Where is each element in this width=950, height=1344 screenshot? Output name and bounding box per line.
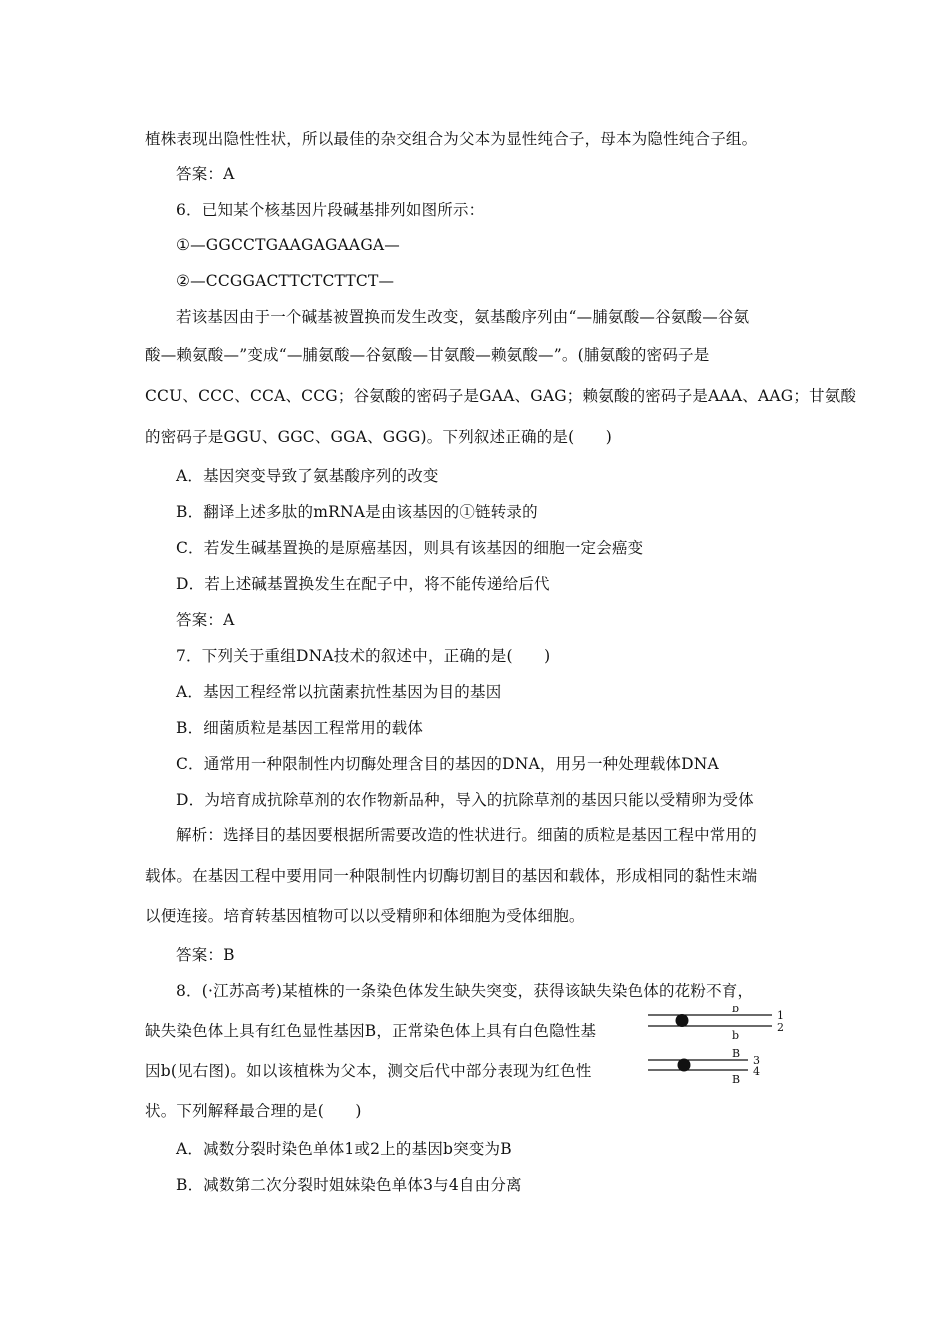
answer-line: 答案：A <box>176 611 235 629</box>
question-8-stem: 8．(·江苏高考)某植株的一条染色体发生缺失突变，获得该缺失染色体的花粉不育， <box>176 982 754 1000</box>
text-line: 因b(见右图)。如以该植株为父本，测交后代中部分表现为红色性 <box>145 1062 592 1080</box>
centromere-top <box>676 1014 689 1027</box>
gene-label-b2: b <box>732 1029 740 1042</box>
option-b: B．减数第二次分裂时姐妹染色单体3与4自由分离 <box>176 1176 522 1194</box>
chromatid-number-3: 3 <box>753 1054 760 1067</box>
text-line: 若该基因由于一个碱基被置换而发生改变，氨基酸序列由“—脯氨酸—谷氨酸—谷氨 <box>176 308 750 326</box>
chromatid-number-2: 2 <box>777 1021 784 1034</box>
text-line: 酸—赖氨酸—”变成“—脯氨酸—谷氨酸—甘氨酸—赖氨酸—”。(脯氨酸的密码子是 <box>145 346 710 364</box>
explanation-line: 载体。在基因工程中要用同一种限制性内切酶切割目的基因和载体，形成相同的黏性末端 <box>145 867 758 885</box>
gene-label-B2: B <box>732 1073 741 1086</box>
option-c: C．若发生碱基置换的是原癌基因，则具有该基因的细胞一定会癌变 <box>176 539 644 557</box>
centromere-bottom <box>678 1059 691 1072</box>
explanation-line: 解析：选择目的基因要根据所需要改造的性状进行。细菌的质粒是基因工程中常用的 <box>176 826 757 844</box>
option-c: C．通常用一种限制性内切酶处理含目的基因的DNA，用另一种处理载体DNA <box>176 755 719 773</box>
text-line: 缺失染色体上具有红色显性基因B，正常染色体上具有白色隐性基 <box>145 1022 597 1040</box>
option-a: A．基因工程经常以抗菌素抗性基因为目的基因 <box>176 683 502 701</box>
answer-line: 答案：B <box>176 946 235 964</box>
dna-strand-2: ②—CCGGACTTCTCTTCT— <box>176 272 395 290</box>
text-line: 状。下列解释最合理的是( ) <box>145 1102 362 1120</box>
gene-label-B1: B <box>732 1047 741 1060</box>
chromosome-figure <box>640 1006 800 1090</box>
option-d: D．若上述碱基置换发生在配子中，将不能传递给后代 <box>176 575 550 593</box>
text-line: 的密码子是GGU、GGC、GGA、GGG)。下列叙述正确的是( ) <box>145 428 612 446</box>
option-b: B．翻译上述多肽的mRNA是由该基因的①链转录的 <box>176 503 538 521</box>
text-line: CCU、CCC、CCA、CCG；谷氨酸的密码子是GAA、GAG；赖氨酸的密码子是AAA、AAG；甘氨酸 <box>145 387 857 405</box>
chromatid-number-4: 4 <box>753 1065 760 1078</box>
dna-strand-1: ①—GGCCTGAAGAGAAGA— <box>176 236 401 254</box>
option-a: A．基因突变导致了氨基酸序列的改变 <box>176 467 439 485</box>
question-7-stem: 7．下列关于重组DNA技术的叙述中，正确的是( ) <box>176 647 551 665</box>
chromatid-number-1: 1 <box>777 1009 784 1022</box>
option-b: B．细菌质粒是基因工程常用的载体 <box>176 719 424 737</box>
gene-label-b1: b <box>732 1006 740 1015</box>
option-d: D．为培育成抗除草剂的农作物新品种，导入的抗除草剂的基因只能以受精卵为受体 <box>176 791 754 809</box>
explanation-line: 以便连接。培育转基因植物可以以受精卵和体细胞为受体细胞。 <box>145 907 585 925</box>
question-6-stem: 6．已知某个核基因片段碱基排列如图所示： <box>176 201 485 219</box>
text-line: 植株表现出隐性性状，所以最佳的杂交组合为父本为显性纯合子，母本为隐性纯合子组。 <box>145 130 758 148</box>
option-a: A．减数分裂时染色单体1或2上的基因b突变为B <box>176 1140 512 1158</box>
answer-line: 答案：A <box>176 165 235 183</box>
